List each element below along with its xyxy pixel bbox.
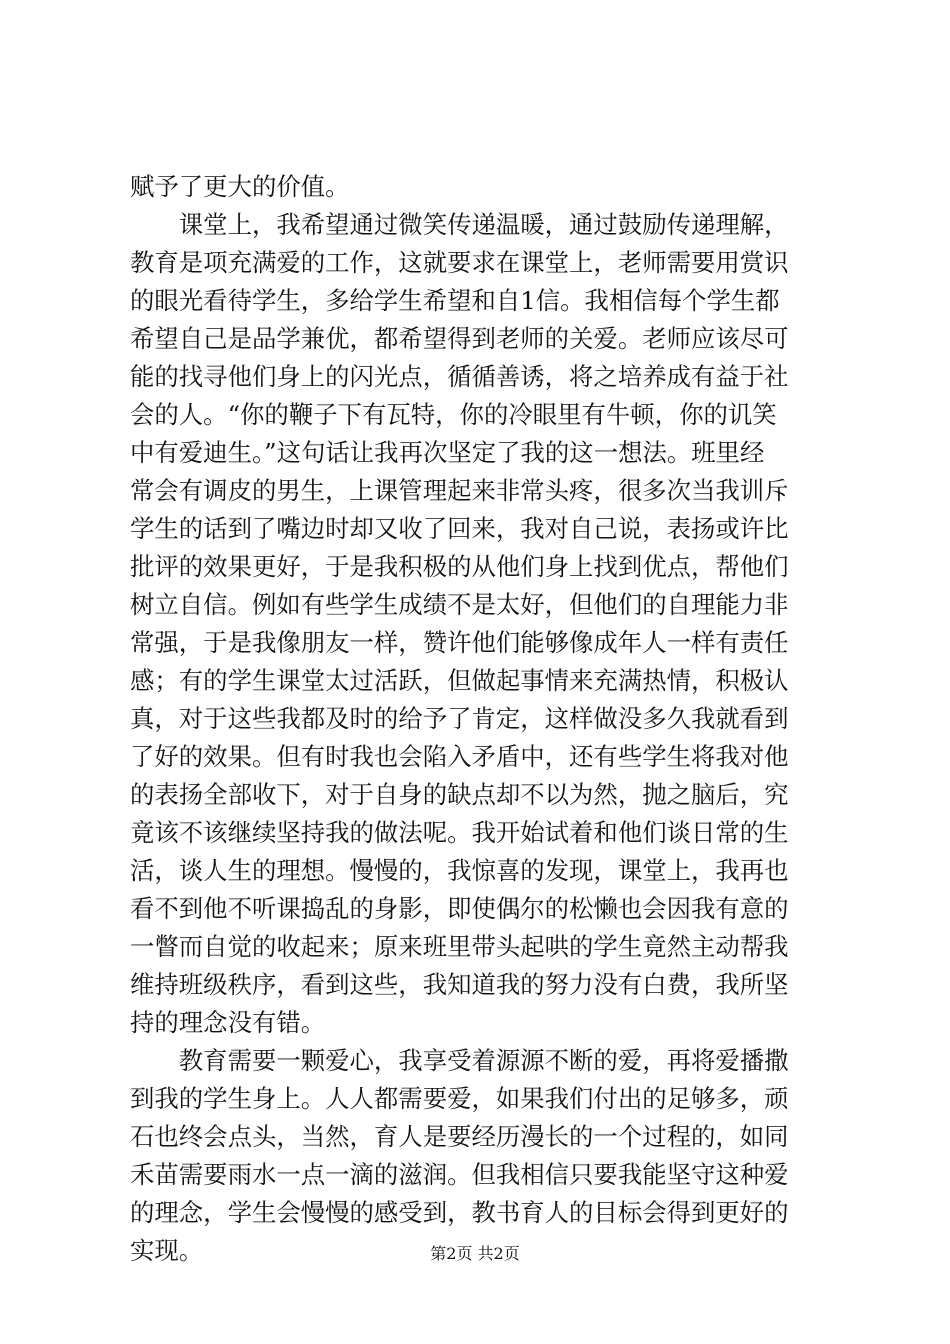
text-line: 会的人。“你的鞭子下有瓦特，你的冷眼里有牛顿，你的讥笑 <box>130 400 777 429</box>
text-line: 了好的效果。但有时我也会陷入矛盾中，还有些学生将我对他 <box>130 742 789 771</box>
text-line: 看不到他不听课捣乱的身影，即使偶尔的松懒也会因我有意的 <box>130 894 789 923</box>
text-line: 的表扬全部收下，对于自身的缺点却不以为然，抛之脑后，究 <box>130 780 789 809</box>
text-line: 石也终会点头，当然，育人是要经历漫长的一个过程的，如同 <box>130 1122 789 1151</box>
text-line: 到我的学生身上。人人都需要爱，如果我们付出的足够多，顽 <box>130 1084 789 1113</box>
text-line: 学生的话到了嘴边时却又收了回来，我对自己说，表扬或许比 <box>130 514 789 543</box>
text-line: 持的理念没有错。 <box>130 1008 326 1037</box>
page-footer: 第2页 共2页 <box>430 1244 520 1263</box>
text-line: 禾苗需要雨水一点一滴的滋润。但我相信只要我能坚守这种爱 <box>130 1160 789 1189</box>
text-line: 竟该不该继续坚持我的做法呢。我开始试着和他们谈日常的生 <box>130 818 789 847</box>
text-line: 维持班级秩序，看到这些，我知道我的努力没有白费，我所坚 <box>130 970 789 999</box>
text-line: 树立自信。例如有些学生成绩不是太好，但他们的自理能力非 <box>130 590 789 619</box>
text-line: 感；有的学生课堂太过活跃，但做起事情来充满热情，积极认 <box>130 666 789 695</box>
text-line: 一瞥而自觉的收起来；原来班里带头起哄的学生竟然主动帮我 <box>130 932 789 961</box>
text-line: 赋予了更大的价值。 <box>130 172 350 201</box>
text-line: 真，对于这些我都及时的给予了肯定，这样做没多久我就看到 <box>130 704 789 733</box>
text-line: 希望自己是品学兼优，都希望得到老师的关爱。老师应该尽可 <box>130 324 789 353</box>
text-line: 常强，于是我像朋友一样，赞许他们能够像成年人一样有责任 <box>130 628 789 657</box>
text-line: 活，谈人生的理想。慢慢的，我惊喜的发现，课堂上，我再也 <box>130 856 789 885</box>
body-text <box>130 168 834 1270</box>
text-line: 能的找寻他们身上的闪光点，循循善诱，将之培养成有益于社 <box>130 362 789 391</box>
text-line: 的眼光看待学生，多给学生希望和自1信。我相信每个学生都 <box>130 286 780 315</box>
text-line: 中有爱迪生。”这句话让我再次坚定了我的这一想法。班里经 <box>130 438 765 467</box>
text-line: 批评的效果更好，于是我积极的从他们身上找到优点，帮他们 <box>130 552 789 581</box>
text-line: 常会有调皮的男生，上课管理起来非常头疼，很多次当我训斥 <box>130 476 789 505</box>
text-line: 课堂上，我希望通过微笑传递温暖，通过鼓励传递理解， <box>130 210 789 239</box>
text-line: 教育需要一颗爱心，我享受着源源不断的爱，再将爱播撒 <box>130 1046 789 1075</box>
text-line: 实现。 <box>130 1236 204 1265</box>
text-line: 的理念，学生会慢慢的感受到，教书育人的目标会得到更好的 <box>130 1198 789 1227</box>
text-line: 教育是项充满爱的工作，这就要求在课堂上，老师需要用赏识 <box>130 248 789 277</box>
